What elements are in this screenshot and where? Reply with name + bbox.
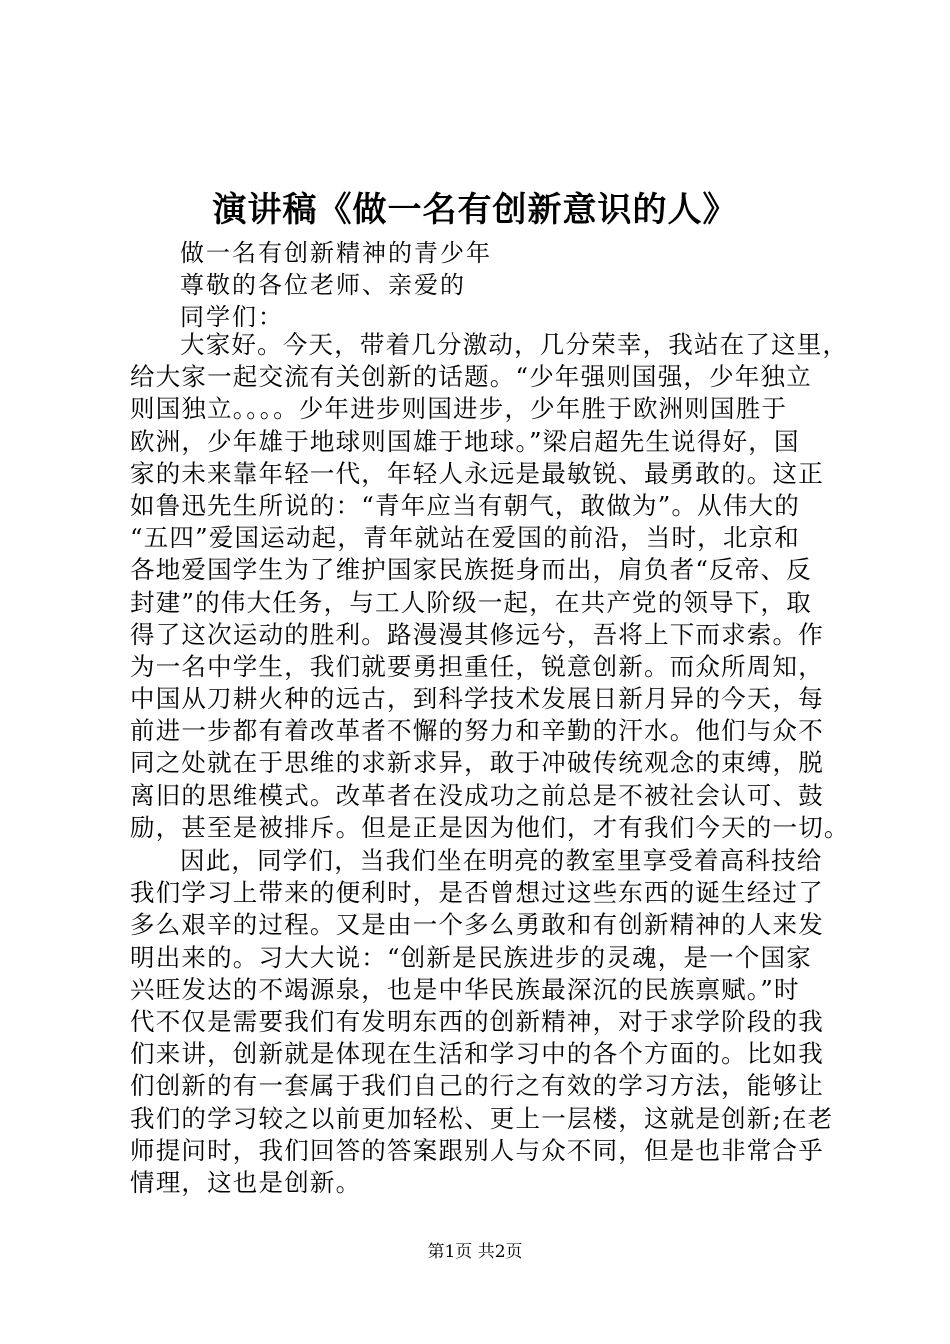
subhead-1: 做一名有创新精神的青少年 (180, 239, 492, 267)
paragraph-line: 多么艰辛的过程。又是由一个多么勇敢和有创新精神的人来发 (130, 910, 824, 940)
paragraph-line: 们来讲，创新就是体现在生活和学习中的各个方面的。比如我 (130, 1039, 824, 1069)
paragraph-line: 代不仅是需要我们有发明东西的创新精神，对于求学阶段的我 (130, 1006, 824, 1036)
body-paragraph-2 (130, 845, 850, 1199)
paragraph-line: 励，甚至是被排斥。但是正是因为他们，才有我们今天的一切。 (130, 812, 850, 842)
paragraph-line: 情理，这也是创新。 (130, 1167, 362, 1197)
paragraph-line: 为一名中学生，我们就要勇担重任，锐意创新。而众所周知， (130, 651, 824, 681)
paragraph-line: 则国独立。。。。少年进步则国进步，少年胜于欧洲则国胜于 (130, 394, 788, 424)
paragraph-line: 明出来的。习大大说：“创新是民族进步的灵魂，是一个国家 (130, 942, 812, 972)
page-footer: 第1页 共2页 (427, 1242, 523, 1262)
paragraph-line: 离旧的思维模式。改革者在没成功之前总是不被社会认可、鼓 (130, 780, 824, 810)
paragraph-line: 大家好。今天，带着几分激动，几分荣幸，我站在了这里， (180, 330, 849, 359)
paragraph-line: 各地爱国学生为了维护国家民族挺身而出，肩负者“反帝、反 (130, 555, 812, 585)
paragraph-line: 师提问时，我们回答的答案跟别人与众不同，但是也非常合乎 (130, 1135, 824, 1165)
paragraph-line: 我们学习上带来的便利时，是否曾想过这些东西的诞生经过了 (130, 878, 824, 908)
paragraph-line: 们创新的有一套属于我们自己的行之有效的学习方法，能够让 (130, 1071, 824, 1101)
paragraph-line: 前进一步都有着改革者不懈的努力和辛勤的汗水。他们与众不 (130, 716, 824, 746)
paragraph-line: 兴旺发达的不竭源泉，也是中华民族最深沉的民族禀赋。”时 (130, 974, 800, 1004)
paragraph-line: 因此，同学们，当我们坐在明亮的教室里享受着高科技给 (180, 846, 823, 875)
body-paragraph-1 (130, 329, 850, 844)
document-title: 演讲稿《做一名有创新意识的人》 (212, 190, 738, 230)
salutation-line-2: 同学们： (180, 303, 284, 331)
paragraph-line: 家的未来靠年轻一代，年轻人永远是最敏锐、最勇敢的。这正 (130, 458, 824, 488)
paragraph-line: 我们的学习较之以前更加轻松、更上一层楼，这就是创新;在老 (130, 1103, 834, 1133)
paragraph-line: 中国从刀耕火种的远古，到科学技术发展日新月异的今天，每 (130, 684, 824, 714)
paragraph-line: 同之处就在于思维的求新求异，敢于冲破传统观念的束缚，脱 (130, 748, 824, 778)
salutation-line-1: 尊敬的各位老师、亲爱的 (180, 271, 466, 299)
paragraph-line: 如鲁迅先生所说的：“青年应当有朝气，敢做为”。从伟大的 (130, 490, 800, 520)
paragraph-line: 封建”的伟大任务，与工人阶级一起，在共产党的领导下，取 (130, 587, 812, 617)
paragraph-line: 欧洲，少年雄于地球则国雄于地球。”梁启超先生说得好，国 (130, 426, 800, 456)
paragraph-line: 给大家一起交流有关创新的话题。“少年强则国强，少年独立 (130, 362, 812, 392)
paragraph-line: 得了这次运动的胜利。路漫漫其修远兮，吾将上下而求索。作 (130, 619, 824, 649)
paragraph-line: “五四”爱国运动起，青年就站在爱国的前沿，当时，北京和 (130, 523, 800, 553)
